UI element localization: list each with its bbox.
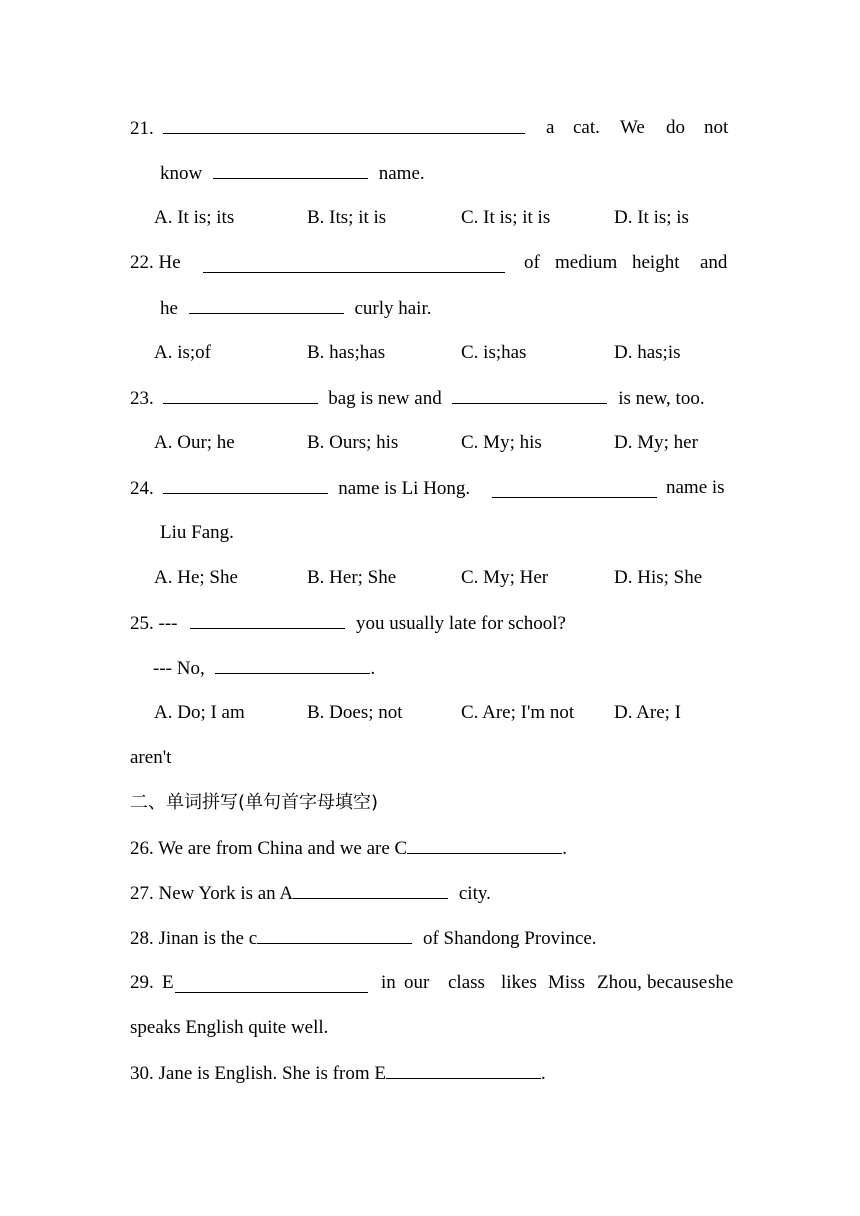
question-27 bbox=[130, 881, 731, 906]
q22-word: medium bbox=[555, 252, 618, 273]
q21-blank-2[interactable] bbox=[213, 161, 368, 179]
question-22-line-2 bbox=[160, 296, 761, 321]
q24-option-b[interactable]: B. Her; She bbox=[307, 567, 397, 588]
question-24-line-2 bbox=[160, 521, 761, 545]
q29-word: Zhou, bbox=[597, 972, 642, 993]
q24-option-a[interactable]: A. He; She bbox=[154, 567, 238, 588]
q22-word: of bbox=[524, 252, 540, 273]
question-29-line-2 bbox=[130, 1016, 731, 1040]
q29-word: Miss bbox=[548, 972, 585, 993]
q29-text-end: speaks English quite well. bbox=[130, 1017, 329, 1038]
q25-option-b[interactable]: B. Does; not bbox=[307, 702, 403, 723]
q29-word: because bbox=[647, 972, 708, 993]
q21-option-d[interactable]: D. It is; is bbox=[614, 207, 689, 228]
question-25-line-1 bbox=[130, 611, 731, 636]
q22-word: height bbox=[632, 252, 680, 273]
q22-blank-1[interactable] bbox=[203, 255, 505, 273]
q21-word: We bbox=[620, 117, 645, 138]
q25-blank-2[interactable] bbox=[215, 656, 370, 674]
q23-option-b[interactable]: B. Ours; his bbox=[307, 432, 399, 453]
q26-text: 26. We are from China and we are C bbox=[130, 838, 408, 859]
q29-number: 29. bbox=[130, 972, 154, 993]
question-24-line-1 bbox=[130, 476, 731, 501]
q22-option-c[interactable]: C. is;has bbox=[461, 342, 527, 363]
q29-word: in bbox=[381, 972, 396, 993]
q29-word: likes bbox=[501, 972, 537, 993]
q25-option-d-continuation: aren't bbox=[130, 747, 172, 768]
q25-option-a[interactable]: A. Do; I am bbox=[154, 702, 245, 723]
question-21-line-1 bbox=[130, 116, 731, 141]
question-30 bbox=[130, 1061, 731, 1086]
q29-blank[interactable] bbox=[175, 975, 368, 993]
q27-blank[interactable] bbox=[293, 881, 448, 899]
q23-blank-2[interactable] bbox=[452, 386, 607, 404]
question-25-line-2 bbox=[153, 656, 754, 681]
q24-word: name is bbox=[666, 477, 725, 498]
q25-period: . bbox=[370, 658, 376, 679]
q24-blank-1[interactable] bbox=[163, 476, 328, 494]
q28-text-end: of Shandong Province. bbox=[422, 928, 597, 949]
q29-word: class bbox=[448, 972, 485, 993]
q23-option-c[interactable]: C. My; his bbox=[461, 432, 542, 453]
q21-number: 21. bbox=[130, 118, 154, 139]
q24-option-c[interactable]: C. My; Her bbox=[461, 567, 549, 588]
q25-word: you usually late for school? bbox=[355, 613, 566, 634]
q22-option-d[interactable]: D. has;is bbox=[614, 342, 681, 363]
q24-option-d[interactable]: D. His; She bbox=[614, 567, 703, 588]
q24-word: name is Li Hong. bbox=[338, 478, 471, 499]
q25-blank-1[interactable] bbox=[190, 611, 345, 629]
question-21-line-2 bbox=[160, 161, 761, 186]
question-23-line-1 bbox=[130, 386, 731, 411]
q21-word: know bbox=[160, 163, 203, 184]
q25-option-d-wrap bbox=[130, 746, 731, 770]
q27-text-end: city. bbox=[458, 883, 491, 904]
q28-text: 28. Jinan is the c bbox=[130, 928, 258, 949]
q25-word: --- No, bbox=[153, 658, 205, 679]
q30-period: . bbox=[540, 1063, 546, 1084]
q29-word: she bbox=[708, 972, 734, 993]
section-title: 二、单词拼写(单句首字母填空) bbox=[130, 792, 379, 813]
question-29-line-1 bbox=[130, 971, 734, 995]
q29-letter: E bbox=[162, 972, 174, 993]
q25-option-d[interactable]: D. Are; I bbox=[614, 702, 682, 723]
q24-word: Liu Fang. bbox=[160, 522, 234, 543]
q28-blank[interactable] bbox=[257, 926, 412, 944]
q23-option-d[interactable]: D. My; her bbox=[614, 432, 698, 453]
q23-word: bag is new and bbox=[328, 388, 442, 409]
question-28 bbox=[130, 926, 731, 951]
q21-word: not bbox=[704, 117, 729, 138]
q21-word: a bbox=[546, 117, 555, 138]
q22-blank-2[interactable] bbox=[189, 296, 344, 314]
q23-option-a[interactable]: A. Our; he bbox=[154, 432, 235, 453]
q23-blank-1[interactable] bbox=[163, 386, 318, 404]
question-22-line-1 bbox=[130, 251, 731, 275]
q22-word: he bbox=[160, 298, 178, 319]
q22-option-a[interactable]: A. is;of bbox=[154, 342, 211, 363]
q22-option-b[interactable]: B. has;has bbox=[307, 342, 386, 363]
q26-blank[interactable] bbox=[407, 836, 562, 854]
q25-option-c[interactable]: C. Are; I'm not bbox=[461, 702, 575, 723]
q24-number: 24. bbox=[130, 478, 154, 499]
q24-blank-2[interactable] bbox=[492, 480, 657, 498]
q21-option-c[interactable]: C. It is; it is bbox=[461, 207, 551, 228]
q27-text: 27. New York is an A bbox=[130, 883, 294, 904]
question-26 bbox=[130, 836, 731, 861]
q30-text: 30. Jane is English. She is from E bbox=[130, 1063, 386, 1084]
q22-word: and bbox=[700, 252, 728, 273]
q22-number: 22. He bbox=[130, 252, 181, 273]
q30-blank[interactable] bbox=[386, 1061, 541, 1079]
q23-number: 23. bbox=[130, 388, 154, 409]
q21-option-a[interactable]: A. It is; its bbox=[154, 207, 235, 228]
q23-word: is new, too. bbox=[618, 388, 705, 409]
q21-option-b[interactable]: B. Its; it is bbox=[307, 207, 387, 228]
q21-word: do bbox=[666, 117, 685, 138]
q21-word: cat. bbox=[573, 117, 600, 138]
q25-number: 25. --- bbox=[130, 613, 178, 634]
q21-blank-1[interactable] bbox=[163, 116, 525, 134]
q29-word: our bbox=[404, 972, 430, 993]
q26-period: . bbox=[562, 838, 567, 859]
q22-word: curly hair. bbox=[354, 298, 432, 319]
q21-word: name. bbox=[378, 163, 425, 184]
